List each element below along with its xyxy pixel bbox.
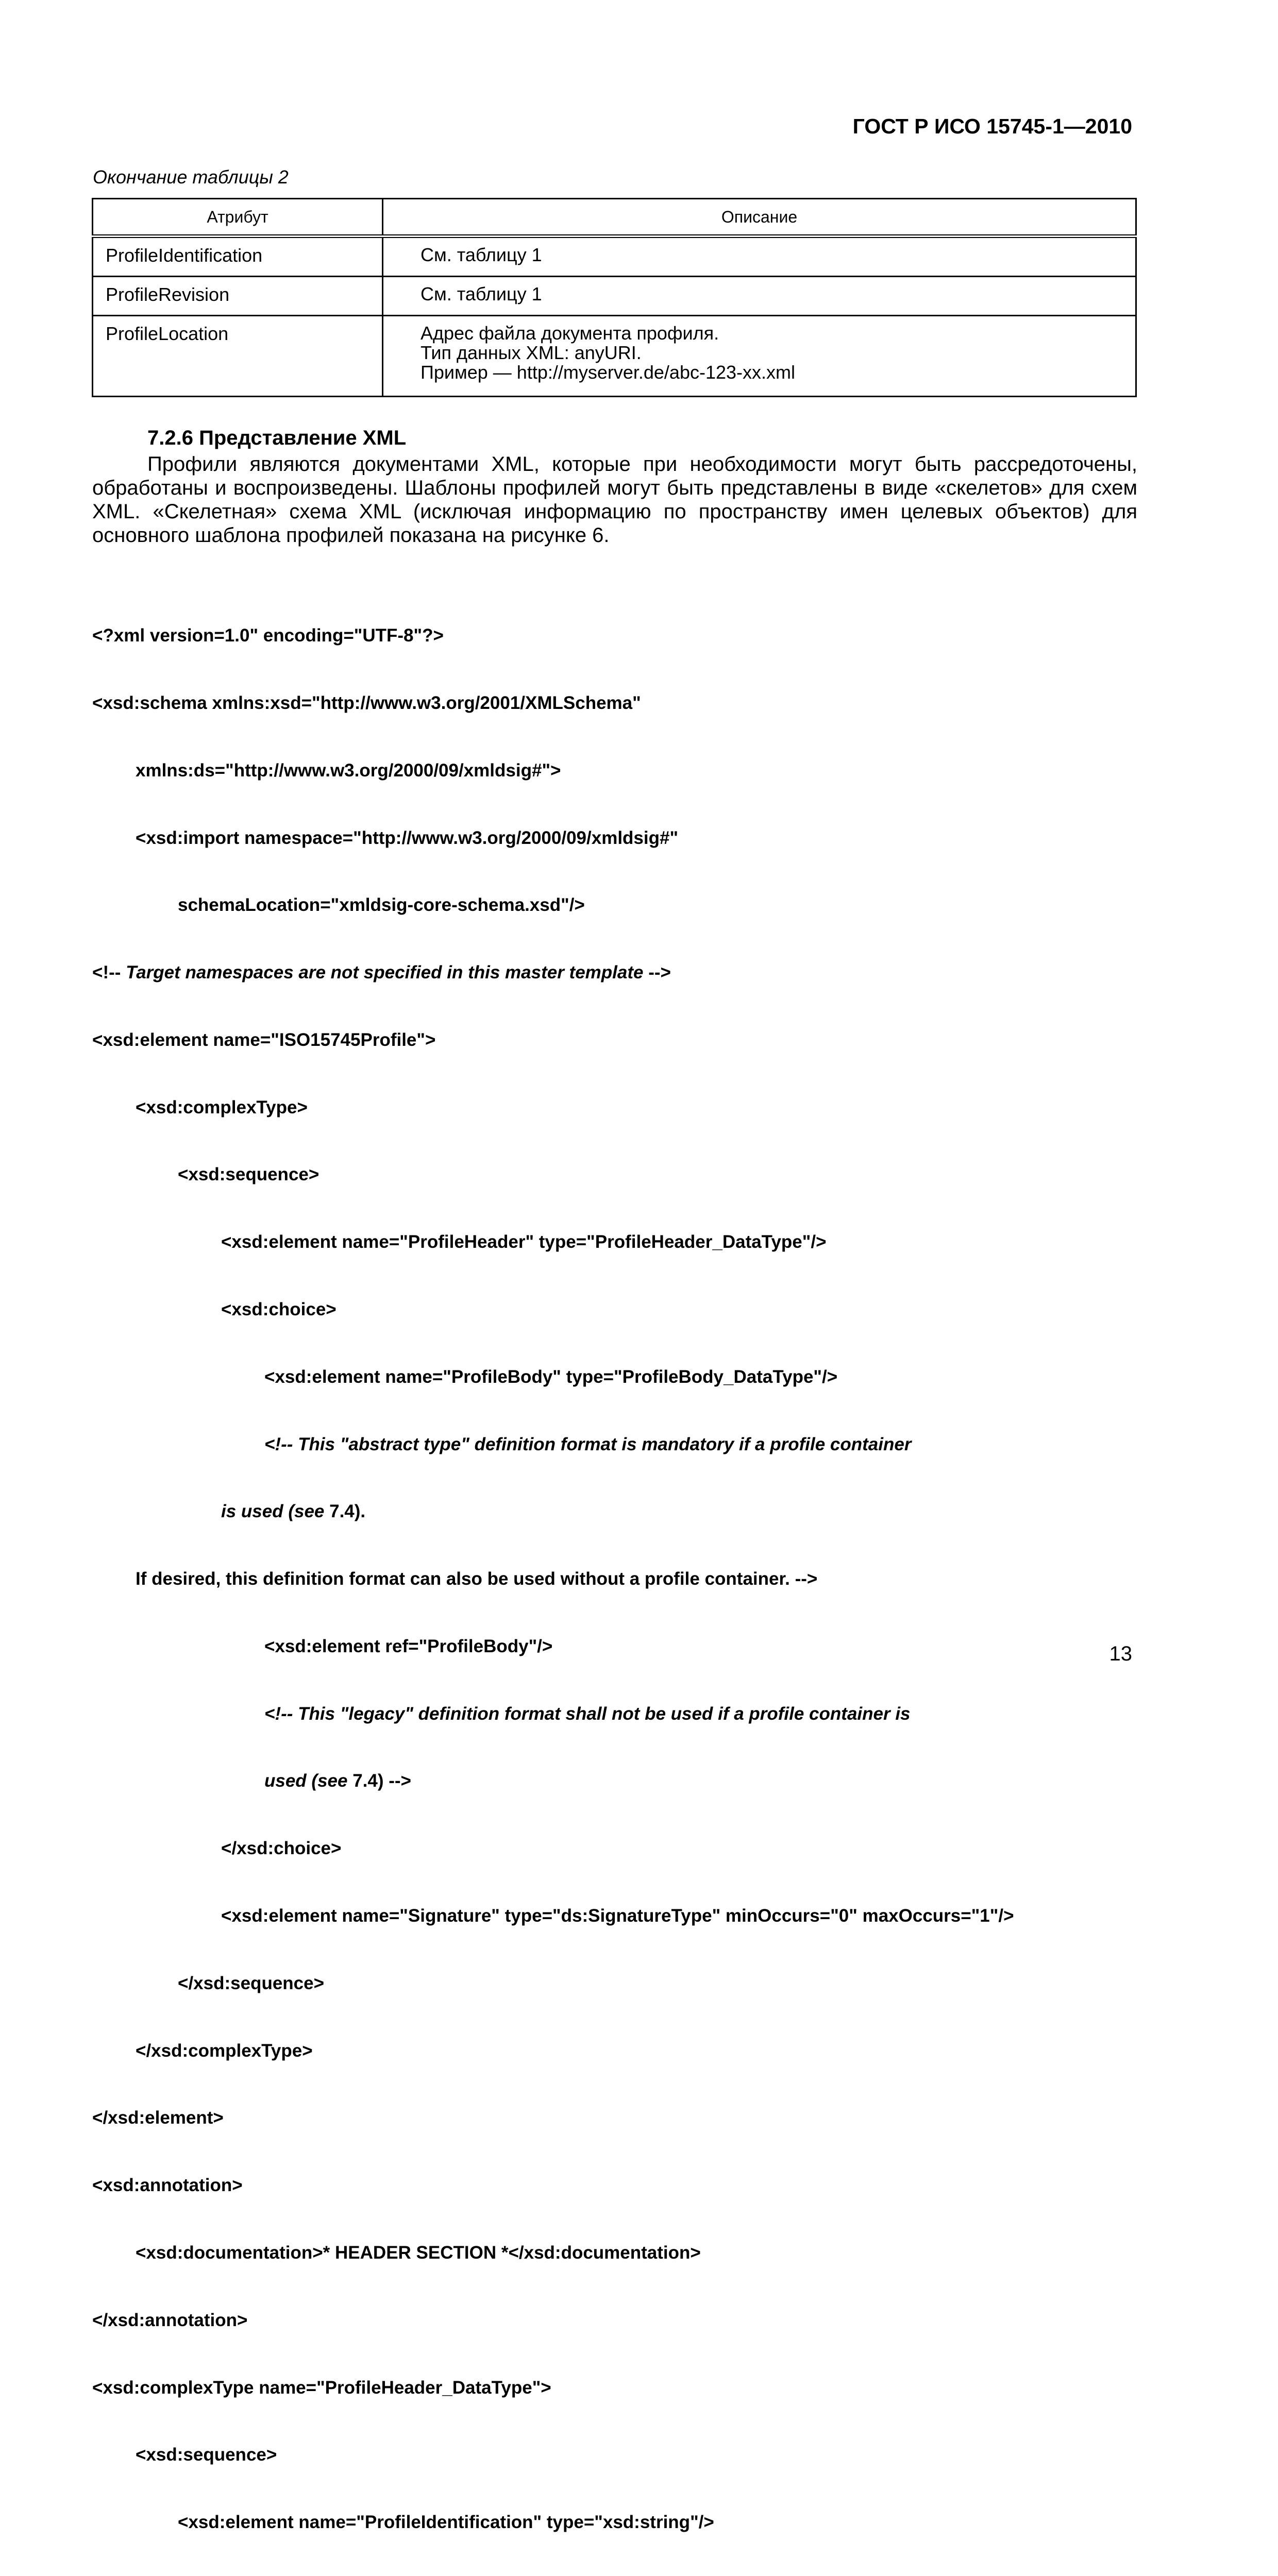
description-line: Тип данных XML: anyURI.	[421, 342, 642, 363]
description-line: Пример — http://myserver.de/abc-123-xx.xml	[421, 362, 795, 383]
code-text: </xsd:choice>	[221, 1838, 342, 1859]
attribute-cell: ProfileIdentification	[93, 236, 383, 277]
code-line	[92, 1298, 1144, 1321]
standard-designation: ГОСТ Р ИСО 15745-1—2010	[852, 114, 1132, 138]
description-cell	[383, 236, 1136, 277]
code-line	[92, 894, 1144, 917]
description-cell	[383, 277, 1136, 316]
code-text: <!--	[92, 962, 126, 983]
code-line	[92, 2107, 1144, 2129]
code-text: <xsd:complexType>	[136, 1097, 308, 1117]
code-text: 7.4) -->	[352, 1771, 411, 1791]
code-comment-italic: Target namespaces are not specified in this master template	[126, 962, 644, 983]
code-text: </xsd:complexType>	[136, 2040, 313, 2061]
description-line: Адрес файла документа профиля.	[421, 323, 719, 344]
code-line	[92, 2444, 1144, 2466]
column-header-description: Описание	[383, 199, 1136, 236]
code-text: xmlns:ds="http://www.w3.org/2000/09/xmldsig#">	[136, 760, 561, 781]
code-line	[92, 1703, 1144, 1725]
code-text: <xsd:annotation>	[92, 2175, 243, 2196]
code-line	[92, 1568, 1144, 1590]
code-text: <xsd:choice>	[221, 1299, 337, 1319]
code-line	[92, 692, 1144, 715]
code-line	[92, 827, 1144, 850]
code-line	[92, 2511, 1144, 2534]
code-text: </xsd:sequence>	[178, 1973, 325, 1993]
code-line	[92, 1366, 1144, 1388]
code-line	[92, 2040, 1144, 2062]
code-line	[92, 1635, 1144, 1658]
code-text: <xsd:element name="ProfileBody" type="ProfileBody_DataType"/>	[264, 1366, 838, 1387]
table-row	[93, 316, 1136, 397]
code-line	[92, 1433, 1144, 1456]
section-paragraph: Профили являются документами XML, которые при необходимости могут быть рассредоточены, обработаны и воспроизведены. Шаблоны профилей могут быть представлены в виде «скелетов» для схем XML. «Скелетная» схема XML (исключая информацию по пространству имен целевых объектов) для основного шаблона профилей показана на рисунке 6.	[92, 453, 1137, 547]
code-text: <xsd:element name="ISO15745Profile">	[92, 1029, 436, 1050]
code-comment-italic: is used (see	[221, 1501, 330, 1522]
code-line	[92, 1231, 1144, 1253]
section-title: 7.2.6 Представление XML	[147, 427, 407, 449]
description-line: См. таблицу 1	[421, 283, 542, 304]
table-header-row	[93, 199, 1136, 236]
code-text: <xsd:sequence>	[178, 1164, 320, 1185]
code-text: <xsd:element name="ProfileHeader" type="ProfileHeader_DataType"/>	[221, 1232, 827, 1252]
code-line	[92, 1770, 1144, 1792]
code-line	[92, 1029, 1144, 1052]
description-cell	[383, 316, 1136, 397]
code-line	[92, 1096, 1144, 1119]
attribute-cell: ProfileLocation	[93, 316, 383, 397]
code-line	[92, 2174, 1144, 2197]
table-row	[93, 236, 1136, 277]
code-line	[92, 2242, 1144, 2264]
code-text: <xsd:schema xmlns:xsd="http://www.w3.org/2001/XMLSchema"	[92, 692, 641, 713]
code-text: <xsd:import namespace="http://www.w3.org/2000/09/xmldsig#"	[136, 827, 679, 848]
code-comment-italic: <!-- This "legacy" definition format shall not be used if a profile container is	[264, 1703, 911, 1724]
code-text: If desired, this definition format can also be used without a profile container. -->	[136, 1569, 818, 1589]
code-line	[92, 2309, 1144, 2332]
page-number: 13	[1109, 1642, 1132, 1665]
code-text: <xsd:element ref="ProfileBody"/>	[264, 1636, 553, 1656]
code-line	[92, 1837, 1144, 1860]
code-line	[92, 1500, 1144, 1523]
code-line	[92, 624, 1144, 647]
attributes-table	[92, 198, 1137, 397]
code-text: </xsd:element>	[92, 2108, 224, 2128]
code-line	[92, 2377, 1144, 2399]
column-header-attribute: Атрибут	[93, 199, 383, 236]
code-text: <xsd:documentation>* HEADER SECTION *</xsd:documentation>	[136, 2242, 701, 2263]
code-line	[92, 961, 1144, 984]
code-text: 7.4).	[329, 1501, 366, 1522]
code-text: -->	[643, 962, 671, 983]
code-text: <?xml version=1.0" encoding="UTF-8"?>	[92, 625, 444, 646]
code-text: <xsd:sequence>	[136, 2445, 277, 2465]
code-line	[92, 759, 1144, 782]
code-text: <xsd:element name="Signature" type="ds:SignatureType" minOccurs="0" maxOccurs="1"/>	[221, 1906, 1014, 1926]
code-line	[92, 1972, 1144, 1995]
code-line	[92, 1905, 1144, 1927]
table-caption: Окончание таблицы 2	[93, 166, 289, 188]
xml-schema-listing	[92, 580, 1144, 2576]
code-text: schemaLocation="xmldsig-core-schema.xsd"/>	[178, 895, 585, 916]
table-row	[93, 277, 1136, 316]
code-text: <xsd:complexType name="ProfileHeader_DataType">	[92, 2377, 551, 2398]
code-text: <xsd:element name="ProfileIdentification" type="xsd:string"/>	[178, 2512, 714, 2533]
code-comment-italic: <!-- This "abstract type" definition format is mandatory if a profile container	[264, 1434, 912, 1454]
attribute-cell: ProfileRevision	[93, 277, 383, 316]
description-line: См. таблицу 1	[421, 244, 542, 265]
code-text: </xsd:annotation>	[92, 2310, 248, 2330]
code-comment-italic: used (see	[264, 1771, 353, 1791]
code-line	[92, 1163, 1144, 1186]
